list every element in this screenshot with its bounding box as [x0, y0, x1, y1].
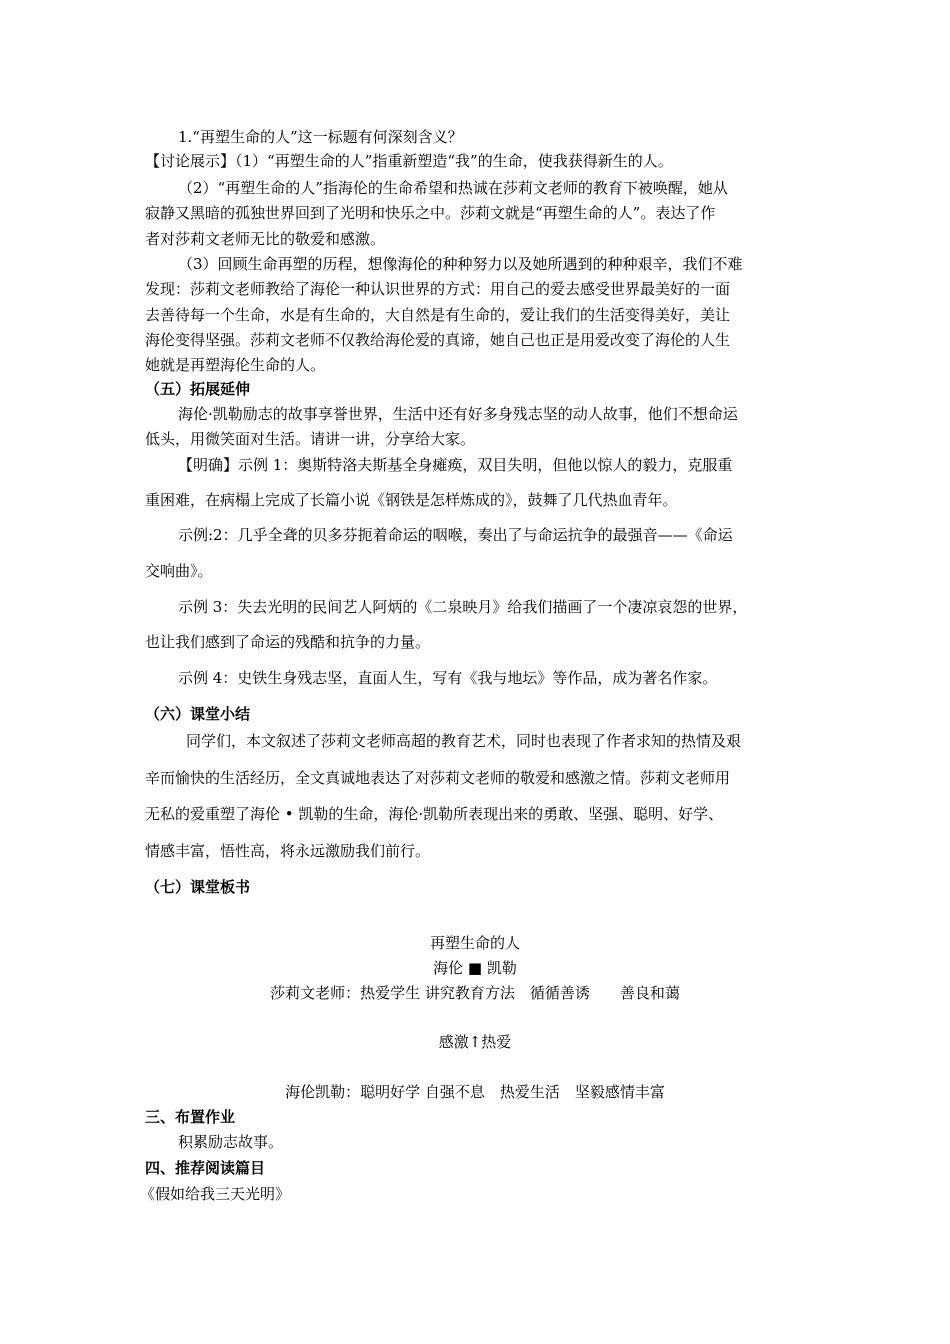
example-2-line-2: 交响曲》。 [145, 562, 213, 580]
question-1: 1.“再塑生命的人”这一标题有何深刻含义？ [178, 128, 463, 146]
summary-line-3: 无私的爱重塑了海伦 • 凯勒的生命，海伦·凯勒所表现出来的勇敢、坚强、聪明、好学、 [145, 805, 724, 823]
discussion-line-5: （3）回顾生命再塑的历程，想像海伦的种种努力以及她所遇到的种种艰辛，我们不难 [178, 255, 743, 273]
board-title: 再塑生命的人 [429, 934, 520, 952]
section-7-heading: （七）课堂板书 [145, 878, 251, 896]
discussion-line-9: 她就是再塑海伦生命的人。 [145, 356, 326, 374]
example-3-line-1: 示例 3：失去光明的民间艺人阿炳的《二泉映月》给我们描画了一个凄凉哀怨的世界， [178, 598, 748, 616]
discussion-line-4: 者对莎莉文老师无比的敬爱和感激。 [145, 230, 386, 248]
discussion-line-7: 去善待每一个生命，水是有生命的，大自然是有生命的，爱让我们的生活变得美好，美让 [145, 306, 731, 324]
section-5-para-1: 海伦·凯勒励志的故事享誉世界，生活中还有好多身残志坚的动人故事，他们不想命运 [178, 405, 738, 423]
discussion-line-2: （2）“再塑生命的人”指海伦的生命希望和热诚在莎莉文老师的教育下被唤醒，她从 [178, 179, 728, 197]
reading-text: 《假如给我三天光明》 [140, 1185, 291, 1203]
summary-line-4: 情感丰富，悟性高，将永远激励我们前行。 [145, 842, 431, 860]
discussion-line-8: 海伦变得坚强。莎莉文老师不仅教给海伦爱的真谛，她自己也正是用爱改变了海伦的人生 [145, 331, 731, 349]
example-3-line-2: 也让我们感到了命运的残酷和抗争的力量。 [145, 633, 431, 651]
reading-heading: 四、推荐阅读篇目 [145, 1159, 266, 1177]
section-5-para-2: 低头，用微笑面对生活。请讲一讲，分享给大家。 [145, 430, 476, 448]
example-2-line-1: 示例:2：几乎全聋的贝多芬扼着命运的咽喉，奏出了与命运抗争的最强音——《命运 [178, 526, 733, 544]
board-name: 海伦 ■ 凯勒 [433, 959, 517, 977]
board-teacher-line: 莎莉文老师：热爱学生 讲究教育方法 循循善诱 善良和蔼 [270, 984, 680, 1002]
homework-text: 积累励志故事。 [178, 1133, 284, 1151]
homework-heading: 三、布置作业 [145, 1108, 236, 1126]
board-helen-line: 海伦凯勒：聪明好学 自强不息 热爱生活 坚毅感情丰富 [285, 1083, 665, 1101]
board-middle-line: 感激↑热爱 [438, 1033, 512, 1051]
discussion-line-1: 【讨论展示】（1）“再塑生命的人”指重新塑造“我”的生命，使我获得新生的人。 [145, 152, 673, 170]
summary-line-1: 同学们，本文叙述了莎莉文老师高超的教育艺术，同时也表现了作者求知的热情及艰 [186, 732, 742, 750]
summary-line-2: 辛而愉快的生活经历，全文真诚地表达了对莎莉文老师的敬爱和感激之情。莎莉文老师用 [145, 769, 731, 787]
discussion-line-3: 寂静又黑暗的孤独世界回到了光明和快乐之中。莎莉文就是“再塑生命的人”。表达了作 [145, 204, 716, 222]
section-5-heading: （五）拓展延伸 [145, 380, 251, 398]
example-4: 示例 4：史铁生身残志坚，直面人生，写有《我与地坛》等作品，成为著名作家。 [178, 669, 718, 687]
section-6-heading: （六）课堂小结 [145, 705, 251, 723]
example-1-line-1: 【明确】示例 1：奥斯特洛夫斯基全身瘫痪，双目失明，但他以惊人的毅力，克服重 [178, 456, 733, 474]
example-1-line-2: 重困难，在病榻上完成了长篇小说《钢铁是怎样炼成的》，鼓舞了几代热血青年。 [145, 491, 678, 509]
discussion-line-6: 发现：莎莉文老师教给了海伦一种认识世界的方式：用自己的爱去感受世界最美好的一面 [145, 280, 731, 298]
